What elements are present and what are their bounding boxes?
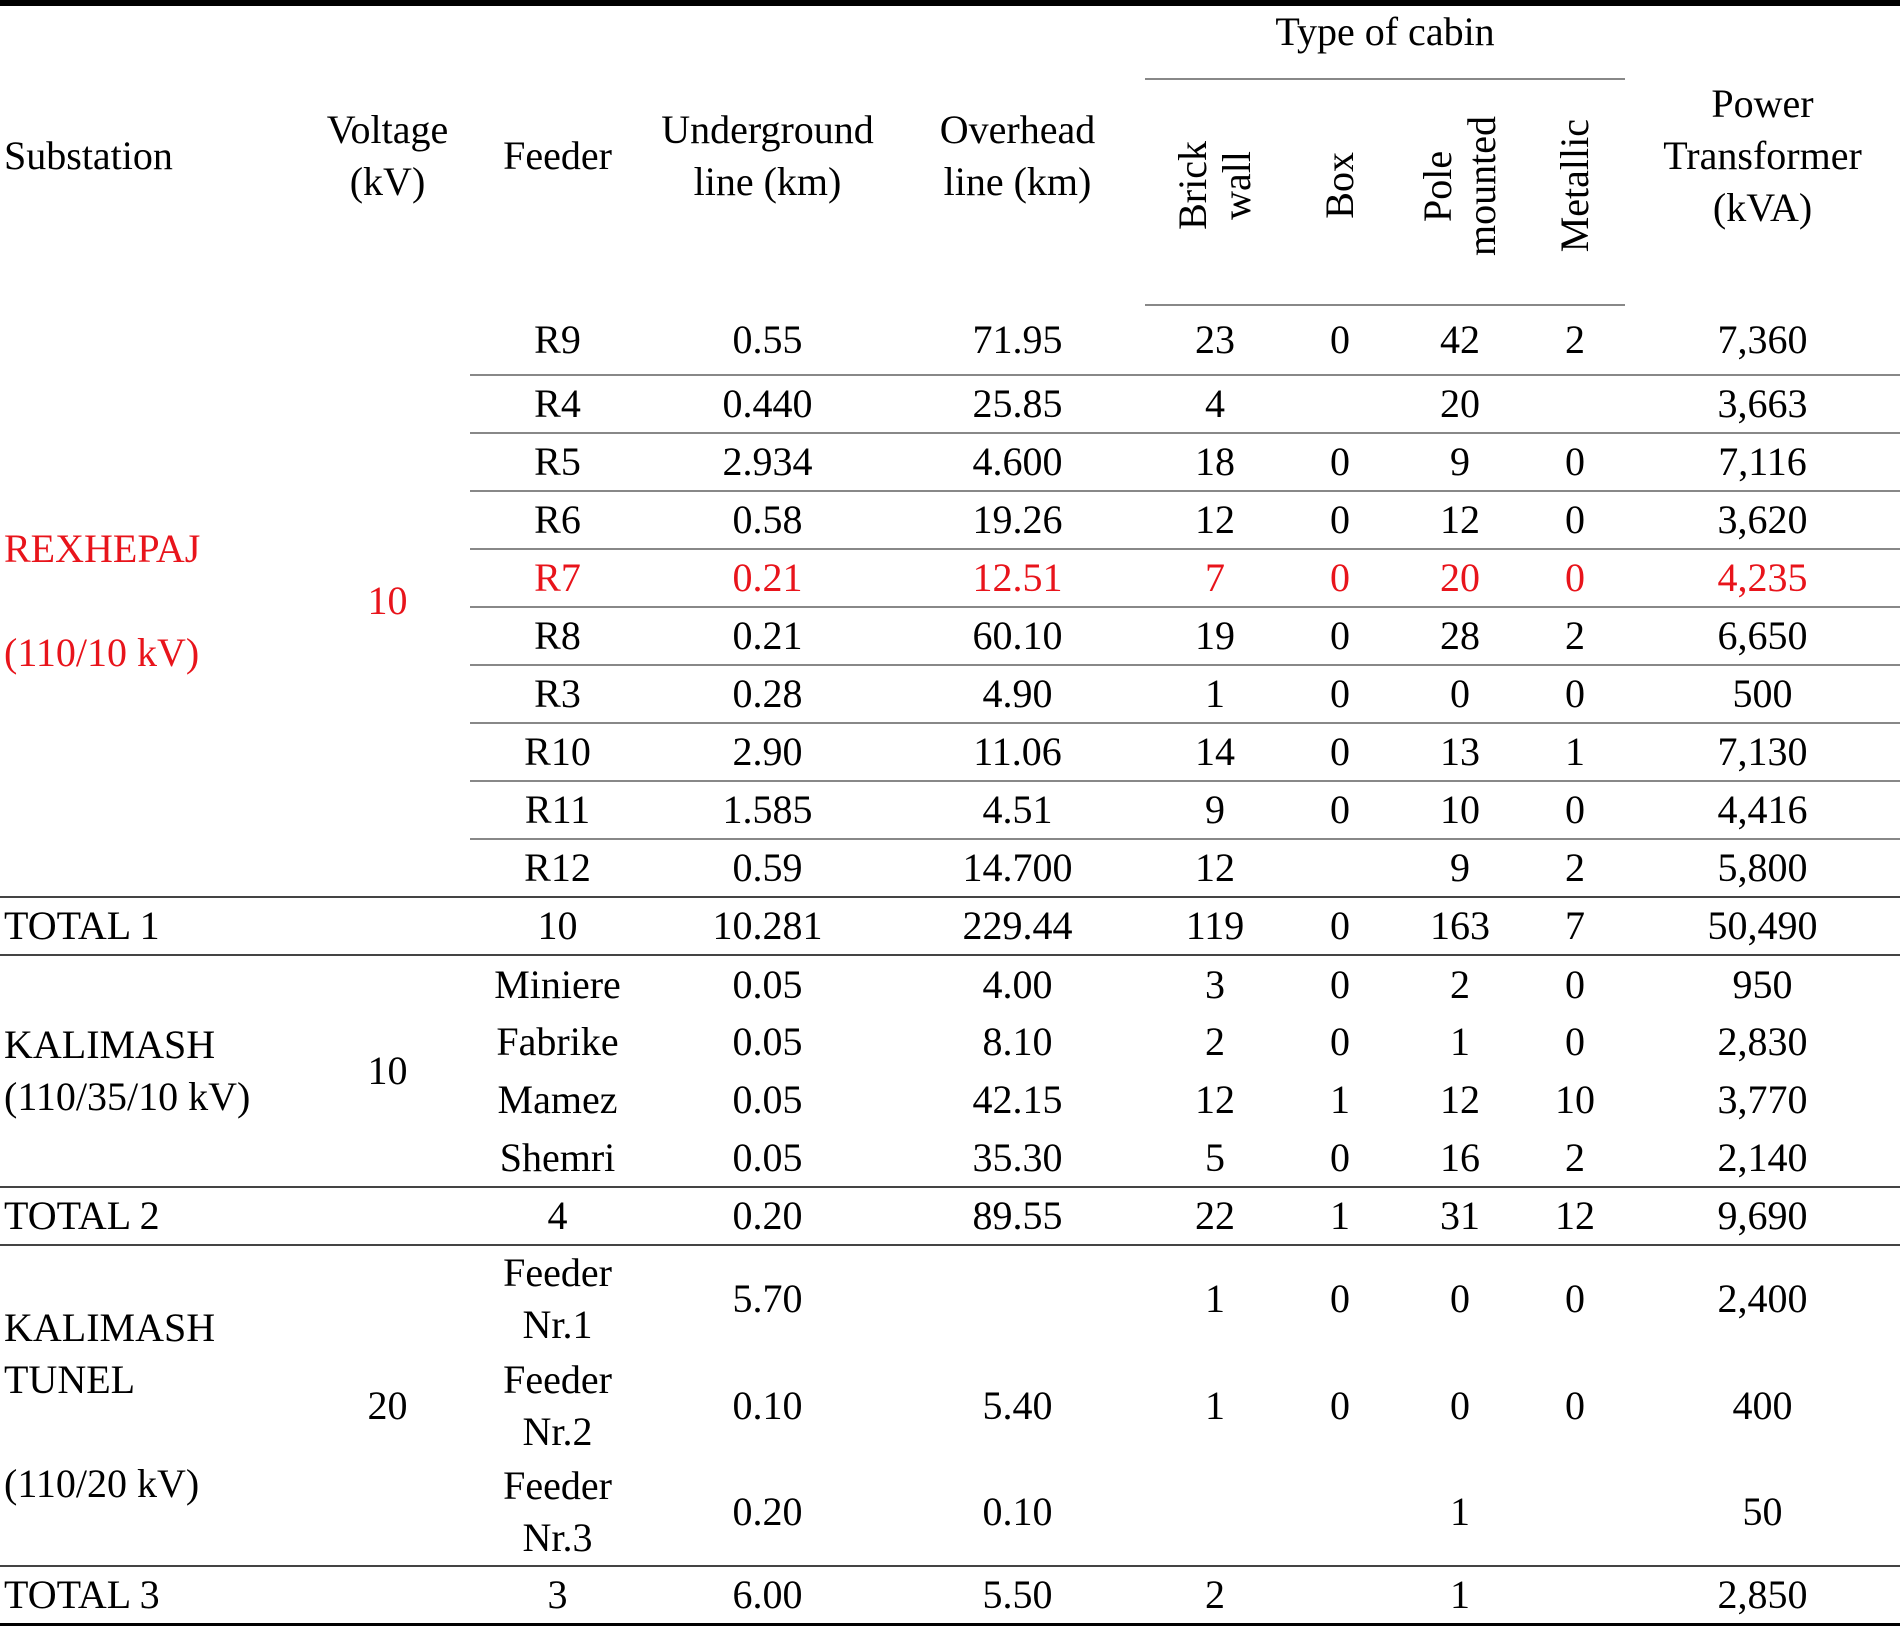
box-cell: 0 <box>1285 781 1395 839</box>
box-cell: 0 <box>1330 1019 1350 1064</box>
metallic-cell: 7 <box>1525 897 1625 955</box>
header-brick-wall: Brick wall <box>1145 79 1285 305</box>
overhead-cell: 4.600 <box>890 433 1145 491</box>
pole-cell: 20 <box>1395 549 1525 607</box>
header-cabin-group: Type of cabin <box>1145 3 1625 79</box>
underground-cell: 0.55 <box>732 316 803 362</box>
header-voltage: Voltage (kV) <box>305 3 470 305</box>
power-cell: 950 <box>1625 955 1900 1013</box>
power-cell: 4,235 <box>1625 549 1900 607</box>
power-cell: 7,360 <box>1717 316 1808 362</box>
feeder-cell: R12 <box>470 839 645 897</box>
pole-cell: 0 <box>1450 1382 1470 1428</box>
underground-cell: 6.00 <box>645 1566 890 1624</box>
pole-cell: 12 <box>1440 1077 1480 1122</box>
total-row <box>0 1566 1900 1624</box>
underground-cell: 0.20 <box>645 1187 890 1245</box>
box-cell: 0 <box>1285 665 1395 723</box>
power-cell: 6,650 <box>1625 607 1900 665</box>
header-power-transformer: Power Transformer (kVA) <box>1625 3 1900 305</box>
power-cell: 50 <box>1742 1489 1783 1534</box>
feeder-cell: Mamez <box>497 1077 618 1122</box>
metallic-cell: 0 <box>1565 1382 1586 1428</box>
substation-kalimash-tunel: KALIMASH TUNEL (110/20 kV) <box>0 1245 305 1566</box>
overhead-cell: 60.10 <box>890 607 1145 665</box>
metallic-cell <box>1525 1566 1625 1624</box>
power-cell: 7,130 <box>1625 723 1900 781</box>
box-cell: 0 <box>1285 897 1395 955</box>
pole-cell: 16 <box>1440 1134 1480 1180</box>
table-header <box>0 3 1900 305</box>
feeder-cell: R9 <box>534 316 581 362</box>
metallic-cell: 0 <box>1525 491 1625 549</box>
power-cell: 4,416 <box>1625 781 1900 839</box>
metallic-cell: 10 <box>1555 1077 1596 1122</box>
power-cell: 400 <box>1732 1382 1793 1428</box>
brick-cell: 1 <box>1145 665 1285 723</box>
pole-cell: 9 <box>1395 839 1525 897</box>
metallic-cell: 0 <box>1525 955 1625 1013</box>
underground-cell: 0.21 <box>645 549 890 607</box>
pole-cell: 28 <box>1395 607 1525 665</box>
pole-cell: 1 <box>1450 1489 1470 1534</box>
feeder-cell: 3 <box>470 1566 645 1624</box>
table-body <box>0 305 1900 1624</box>
pole-cell: 0 <box>1395 1245 1525 1352</box>
metallic-cell: 0 <box>1525 665 1625 723</box>
feeder-cell: Miniere <box>470 955 645 1013</box>
power-cell: 3,663 <box>1625 375 1900 433</box>
brick-cell: 9 <box>1145 781 1285 839</box>
voltage-group3: 20 <box>305 1245 470 1566</box>
feeder-cell: Feeder Nr.2 <box>503 1356 612 1454</box>
header-overhead: Overhead line (km) <box>890 3 1145 305</box>
pole-cell: 31 <box>1395 1187 1525 1245</box>
underground-cell: 0.10 <box>732 1382 803 1428</box>
header-feeder: Feeder <box>470 3 645 305</box>
voltage-group2: 10 <box>305 955 470 1187</box>
overhead-cell: 14.700 <box>890 839 1145 897</box>
underground-cell: 0.28 <box>645 665 890 723</box>
header-metallic: Metallic <box>1525 79 1625 305</box>
feeder-cell: Fabrike <box>496 1019 619 1064</box>
feeder-cell: R8 <box>470 607 645 665</box>
power-cell: 5,800 <box>1625 839 1900 897</box>
box-cell: 0 <box>1285 549 1395 607</box>
substation-kalimash: KALIMASH (110/35/10 kV) <box>0 955 305 1187</box>
metallic-cell: 0 <box>1525 549 1625 607</box>
power-cell: 50,490 <box>1625 897 1900 955</box>
brick-cell: 5 <box>1205 1134 1225 1180</box>
feeder-cell: R3 <box>470 665 645 723</box>
overhead-cell: 0.10 <box>982 1489 1053 1534</box>
box-cell: 0 <box>1285 723 1395 781</box>
metallic-cell: 2 <box>1525 607 1625 665</box>
feeder-cell: R6 <box>470 491 645 549</box>
pole-cell: 9 <box>1395 433 1525 491</box>
brick-cell: 12 <box>1195 1077 1235 1122</box>
underground-cell: 0.05 <box>732 1077 803 1122</box>
brick-cell: 2 <box>1145 1566 1285 1624</box>
brick-cell: 7 <box>1145 549 1285 607</box>
box-cell: 0 <box>1285 1245 1395 1352</box>
header-box: Box <box>1285 79 1395 305</box>
feeder-cell: Shemri <box>499 1134 616 1180</box>
feeder-cell: R11 <box>470 781 645 839</box>
metallic-cell: 2 <box>1565 317 1586 362</box>
box-cell: 0 <box>1330 1134 1350 1180</box>
underground-cell: 0.59 <box>645 839 890 897</box>
brick-cell: 19 <box>1145 607 1285 665</box>
box-cell: 0 <box>1330 317 1350 362</box>
overhead-cell: 12.51 <box>890 549 1145 607</box>
brick-cell: 2 <box>1205 1019 1225 1064</box>
feeder-cell: R7 <box>470 549 645 607</box>
power-cell: 2,850 <box>1625 1566 1900 1624</box>
feeder-cell: Feeder Nr.1 <box>470 1245 645 1352</box>
feeder-cell: R5 <box>470 433 645 491</box>
underground-cell: 2.90 <box>645 723 890 781</box>
pole-cell: 2 <box>1395 955 1525 1013</box>
pole-cell: 42 <box>1440 317 1480 362</box>
feeder-cell: Feeder Nr.3 <box>503 1463 612 1560</box>
substation-rexhepaj: REXHEPAJ (110/10 kV) <box>4 525 201 675</box>
overhead-cell: 42.15 <box>972 1077 1063 1122</box>
underground-cell: 2.934 <box>645 433 890 491</box>
total-label: TOTAL 2 <box>0 1187 470 1245</box>
underground-cell: 1.585 <box>645 781 890 839</box>
total-label: TOTAL 3 <box>0 1566 470 1624</box>
overhead-cell: 4.51 <box>890 781 1145 839</box>
total-label: TOTAL 1 <box>0 897 470 955</box>
overhead-cell: 19.26 <box>890 491 1145 549</box>
header-substation: Substation <box>0 3 305 305</box>
metallic-cell: 0 <box>1525 433 1625 491</box>
pole-cell: 13 <box>1395 723 1525 781</box>
brick-cell: 18 <box>1145 433 1285 491</box>
box-cell: 0 <box>1330 1382 1350 1428</box>
box-cell: 0 <box>1285 955 1395 1013</box>
metallic-cell <box>1525 375 1625 433</box>
brick-cell: 4 <box>1145 375 1285 433</box>
total-row <box>0 1187 1900 1245</box>
underground-cell: 0.20 <box>732 1489 803 1534</box>
metallic-cell: 1 <box>1525 723 1625 781</box>
feeder-cell: 4 <box>470 1187 645 1245</box>
feeder-cell: R10 <box>470 723 645 781</box>
overhead-cell: 4.90 <box>890 665 1145 723</box>
brick-cell: 22 <box>1145 1187 1285 1245</box>
underground-cell: 0.05 <box>732 1134 803 1180</box>
overhead-cell: 229.44 <box>890 897 1145 955</box>
pole-cell: 0 <box>1395 665 1525 723</box>
box-cell: 1 <box>1285 1187 1395 1245</box>
overhead-cell: 4.00 <box>890 955 1145 1013</box>
total-row <box>0 897 1900 955</box>
metallic-cell: 2 <box>1565 1134 1586 1180</box>
metallic-cell: 12 <box>1525 1187 1625 1245</box>
metallic-cell: 0 <box>1565 1019 1586 1064</box>
box-cell: 0 <box>1285 491 1395 549</box>
metallic-cell: 0 <box>1525 781 1625 839</box>
brick-cell: 23 <box>1195 317 1235 362</box>
pole-cell: 20 <box>1395 375 1525 433</box>
table-row <box>0 1245 1900 1352</box>
pole-cell: 1 <box>1395 1566 1525 1624</box>
power-cell: 3,620 <box>1625 491 1900 549</box>
power-cell: 3,770 <box>1717 1077 1808 1122</box>
box-cell <box>1285 1566 1395 1624</box>
overhead-cell: 8.10 <box>982 1019 1053 1064</box>
table-row <box>0 955 1900 1013</box>
overhead-cell: 5.40 <box>982 1382 1053 1428</box>
brick-cell: 3 <box>1145 955 1285 1013</box>
box-cell <box>1285 375 1395 433</box>
power-cell: 2,400 <box>1625 1245 1900 1352</box>
power-cell: 500 <box>1625 665 1900 723</box>
brick-cell: 12 <box>1145 839 1285 897</box>
table-row <box>0 305 1900 375</box>
header-pole-mounted: Pole mounted <box>1395 79 1525 305</box>
box-cell <box>1285 839 1395 897</box>
voltage-group1: 10 <box>367 577 408 623</box>
underground-cell: 10.281 <box>645 897 890 955</box>
pole-cell: 163 <box>1395 897 1525 955</box>
overhead-cell <box>890 1245 1145 1352</box>
overhead-cell: 71.95 <box>972 316 1063 362</box>
overhead-cell: 89.55 <box>890 1187 1145 1245</box>
brick-cell: 14 <box>1145 723 1285 781</box>
box-cell <box>1285 1459 1395 1566</box>
power-cell: 9,690 <box>1625 1187 1900 1245</box>
overhead-cell: 25.85 <box>890 375 1145 433</box>
brick-cell: 119 <box>1145 897 1285 955</box>
box-cell: 0 <box>1285 607 1395 665</box>
power-cell: 2,140 <box>1717 1134 1808 1180</box>
underground-cell: 0.21 <box>645 607 890 665</box>
brick-cell <box>1145 1459 1285 1566</box>
underground-cell: 5.70 <box>645 1245 890 1352</box>
box-cell: 1 <box>1330 1077 1350 1122</box>
metallic-cell: 2 <box>1525 839 1625 897</box>
power-cell: 2,830 <box>1717 1019 1808 1064</box>
brick-cell: 12 <box>1145 491 1285 549</box>
power-cell: 7,116 <box>1625 433 1900 491</box>
header-underground: Underground line (km) <box>645 3 890 305</box>
brick-cell: 1 <box>1205 1382 1225 1428</box>
underground-cell: 0.440 <box>645 375 890 433</box>
pole-cell: 10 <box>1395 781 1525 839</box>
overhead-cell: 35.30 <box>972 1134 1063 1180</box>
feeder-cell: R4 <box>470 375 645 433</box>
underground-cell: 0.05 <box>732 1019 803 1064</box>
pole-cell: 12 <box>1395 491 1525 549</box>
overhead-cell: 11.06 <box>890 723 1145 781</box>
feeder-cell: 10 <box>470 897 645 955</box>
pole-cell: 1 <box>1450 1019 1470 1064</box>
box-cell: 0 <box>1285 433 1395 491</box>
underground-cell: 0.05 <box>645 955 890 1013</box>
underground-cell: 0.58 <box>645 491 890 549</box>
metallic-cell <box>1525 1459 1625 1566</box>
overhead-cell: 5.50 <box>890 1566 1145 1624</box>
brick-cell: 1 <box>1145 1245 1285 1352</box>
metallic-cell: 0 <box>1525 1245 1625 1352</box>
